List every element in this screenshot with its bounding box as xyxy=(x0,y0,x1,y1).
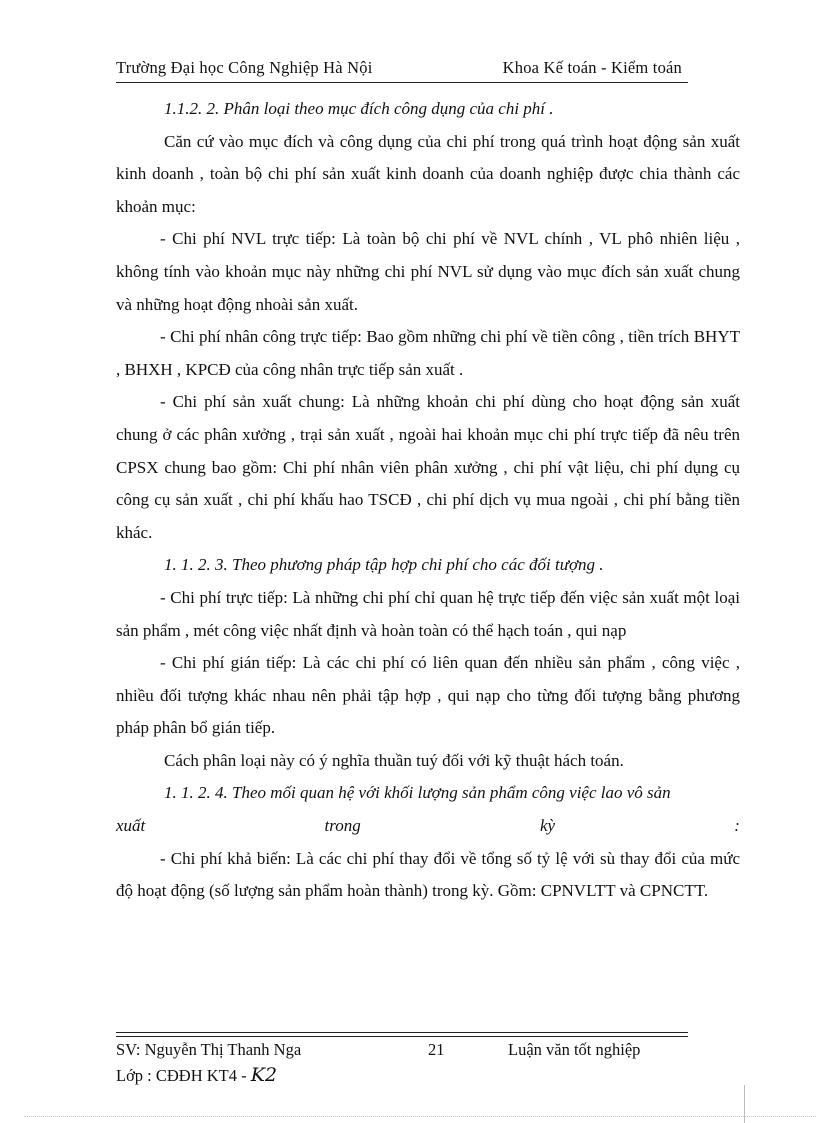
paragraph-direct-material: - Chi phí NVL trực tiếp: Là toàn bộ chi phí về NVL chính , VL phô nhiên liệu , không tính vào khoản mục này những chi phí NVL sử dụng vào mục đích sản xuất chung và những hoạt động nhoài sản xuất. xyxy=(116,229,740,314)
heading-word: kỳ xyxy=(539,816,556,836)
page-footer xyxy=(116,1040,688,1088)
page-bottom-dotted-line xyxy=(24,1116,816,1117)
heading-word: xuất xyxy=(116,816,146,836)
thesis-label: Luận văn tốt nghiệp xyxy=(508,1040,641,1059)
paragraph-intro: Căn cứ vào mục đích và công dụng của chi phí trong quá trình hoạt động sản xuất kinh doanh , toàn bộ chi phí sản xuất kinh doanh của doanh nghiệp được chia thành các khoản mục: xyxy=(116,131,740,216)
page-number: 21 xyxy=(428,1040,445,1059)
header-rule xyxy=(116,82,688,83)
page-header xyxy=(116,58,688,80)
section-heading-1-1-2-3: 1. 1. 2. 3. Theo phương pháp tập hợp chi phí cho các đối tượng . xyxy=(164,555,604,575)
class-k2: K2 xyxy=(250,1064,278,1086)
class-label: Lớp : CĐĐH KT4 - xyxy=(116,1066,247,1085)
paragraph-direct-cost: - Chi phí trực tiếp: Là những chi phí chỉ quan hệ trực tiếp đến việc sản xuất một loại sản phẩm , mét công việc nhất định và hoàn toàn có thể hạch toán , qui nạp xyxy=(116,587,740,640)
paragraph-overhead: - Chi phí sản xuất chung: Là những khoản chi phí dùng cho hoạt động sản xuất chung ở các phân xưởng , trại sản xuất , ngoài hai khoản mục chi phí trực tiếp đã nêu trên CPSX chung bao gồm: Chi phí nhân viên phân xưởng , chi phí vật liệu, chi phí dụng cụ công cụ sản xuất , chi phí khấu hao TSCĐ , chi phí dịch vụ mua ngoài , chi phí bằng tiền khác. xyxy=(116,392,740,542)
university-name: Trường Đại học Công Nghiệp Hà Nội xyxy=(116,58,373,77)
section-heading-1-1-2-2: 1.1.2. 2. Phân loại theo mục đích công dụng của chi phí . xyxy=(164,99,554,118)
page-corner-mark xyxy=(744,1085,745,1123)
heading-word: trong xyxy=(324,816,361,836)
student-name: SV: Nguyễn Thị Thanh Nga xyxy=(116,1040,302,1059)
section-heading-1-1-2-4-line2 xyxy=(116,810,740,843)
paragraph-indirect-cost: - Chi phí gián tiếp: Là các chi phí có liên quan đến nhiều sản phẩm , công việc , nhiều đối tượng khác nhau nên phải tập hợp , qui nạp cho từng đối tượng bằng phương pháp phân bổ gián tiếp. xyxy=(116,653,740,738)
faculty-name: Khoa Kế toán - Kiểm toán xyxy=(502,58,682,77)
footer-rule-top xyxy=(116,1032,688,1033)
paragraph-variable-cost: - Chi phí khả biến: Là các chi phí thay đổi về tổng số tỷ lệ với sù thay đổi của mức độ hoạt động (số lượng sản phẩm hoàn thành) trong kỳ. Gồm: CPNVLTT và CPNCTT. xyxy=(116,848,740,901)
footer-rule-bottom xyxy=(116,1036,688,1037)
heading-word: : xyxy=(734,816,740,836)
section-heading-1-1-2-4: 1. 1. 2. 4. Theo mối quan hệ với khối lượng sản phẩm công việc lao vô sản xyxy=(164,783,671,803)
document-body xyxy=(116,93,740,908)
paragraph-direct-labor: - Chi phí nhân công trực tiếp: Bao gồm những chi phí về tiền công , tiền trích BHYT , BHXH , KPCĐ của công nhân trực tiếp sản xuất . xyxy=(116,327,740,379)
paragraph-classification-meaning: Cách phân loại này có ý nghĩa thuần tuý đối với kỹ thuật hách toán. xyxy=(164,750,624,770)
